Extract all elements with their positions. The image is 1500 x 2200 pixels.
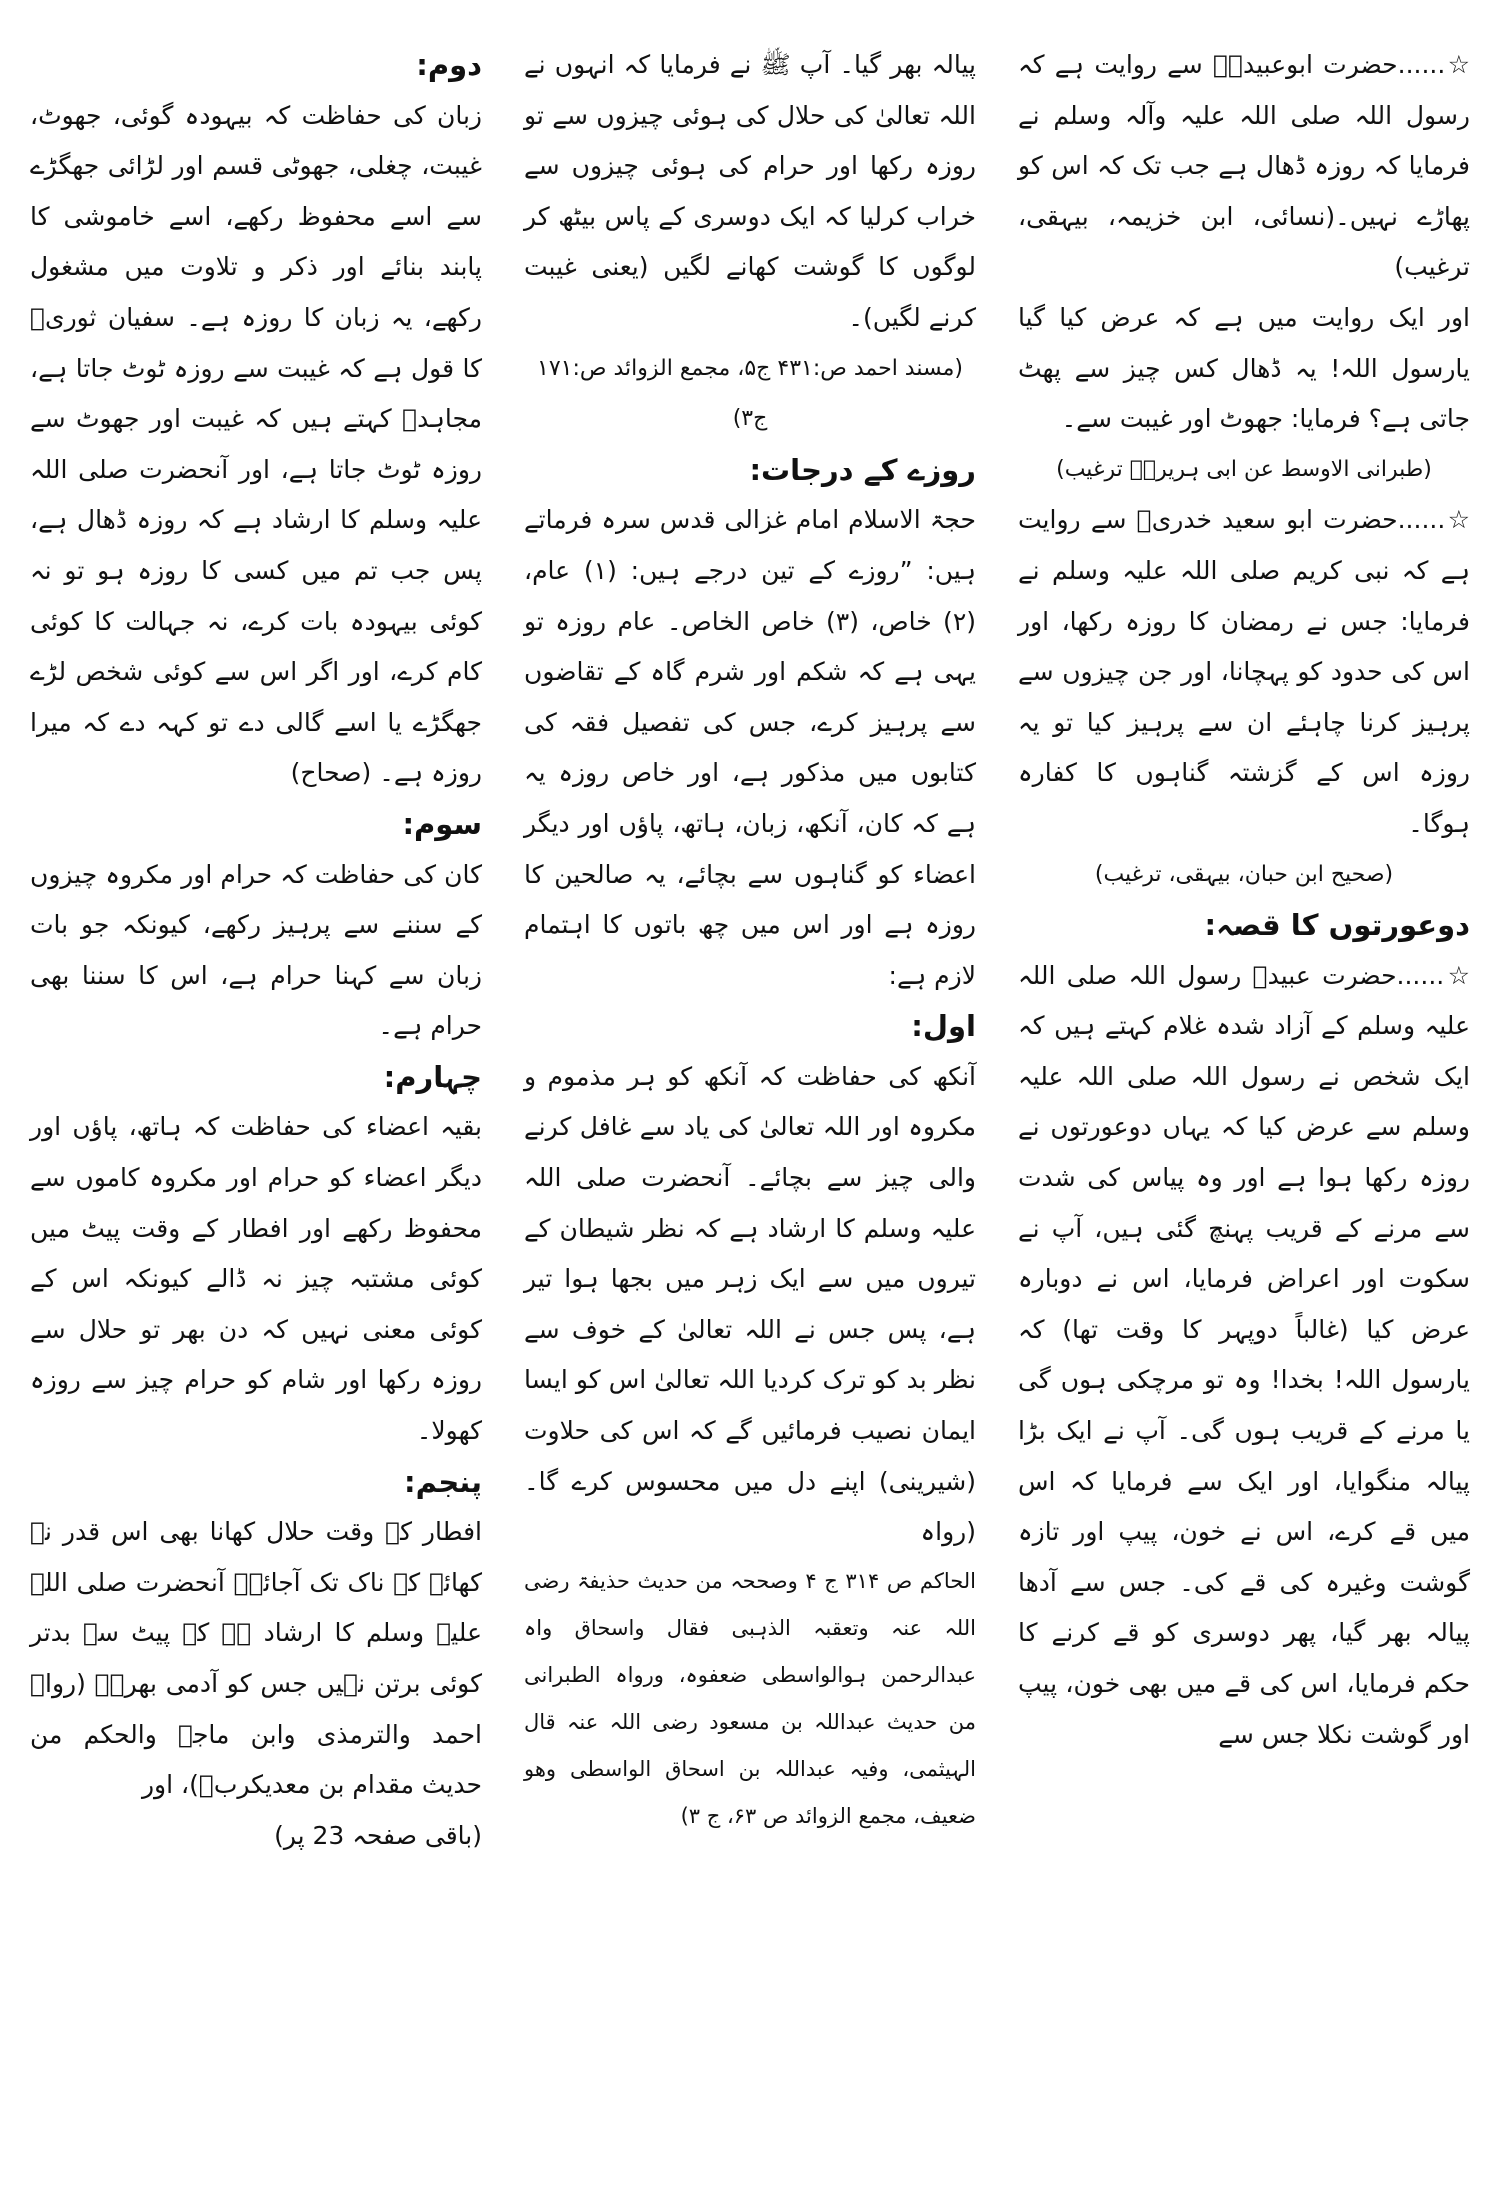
column-middle — [524, 40, 976, 2180]
hadith-abu-ubaidah: ☆......حضرت ابوعبیدہؓ سے روایت ہے کہ رسول اللہ صلی اللہ علیہ وآلہ وسلم نے فرمایا کہ روزہ ڈھال ہے جب تک کہ اس کو پھاڑے نہیں۔(نسائی، ابن خزیمہ، بیہقی، ترغیب) — [1018, 50, 1470, 282]
tongue-protection-text: زبان کی حفاظت کہ بیہودہ گوئی، جھوٹ، غیبت، چغلی، جھوٹی قسم اور لڑائی جھگڑے سے اسے محفوظ رکھے، اسے خاموشی کا پابند بنائے اور ذکر و تلاوت میں مشغول رکھے، یہ زبان کا روزہ ہے۔ سفیان ثوریؒ کا قول ہے کہ غیبت سے روزہ ٹوٹ جاتا ہے، مجاہدؒ کہتے ہیں کہ غیبت اور جھوٹ سے روزہ ٹوٹ جاتا ہے، اور آنحضرت صلی اللہ علیہ وسلم کا ارشاد ہے کہ روزہ ڈھال ہے، پس جب تم میں کسی کا روزہ ہو تو نہ کوئی بیہودہ بات کرے، نہ جہالت کا کوئی کام کرے، اور اگر اس سے کوئی شخص لڑے جھگڑے یا اسے گالی دے تو کہہ دے کہ میرا روزہ ہے۔ (صحاح) — [30, 100, 482, 788]
ear-protection-text: کان کی حفاظت کہ حرام اور مکروہ چیزوں کے سننے سے پرہیز رکھے، کیونکہ جو بات زبان سے کہنا حرام ہے، اس کا سننا بھی حرام ہے۔ — [30, 859, 482, 1041]
iftar-moderation-text: افطار کے وقت حلال کھانا بھی اس قدر نہ کھائے کہ ناک تک آجائے۔ آنحضرت صلی اللہ علیہ وسلم کا ارشاد ہے کہ پیٹ سے بدتر کوئی برتن نہیں جس کو آدمی بھرے۔ (رواہ احمد والترمذی وابن ماجہ والحکم من حدیث مقدام بن معدیکربؓ)، اور — [30, 1517, 482, 1800]
story-continuation: پیالہ بھر گیا۔ آپ ﷺ نے فرمایا کہ انہوں نے اللہ تعالیٰ کی حلال کی ہوئی چیزوں سے تو روزہ رکھا اور حرام کی ہوئی چیزوں سے خراب کرلیا کہ ایک دوسری کے پاس بیٹھ کر لوگوں کا گوشت کھانے لگیں (یعنی غیبت کرنے لگیں)۔ — [524, 50, 976, 332]
arabic-reference: الحاکم ص ۳۱۴ ج ۴ وصححہ من حدیث حذیفۃ رضی اللہ عنہ وتعقبہ الذہبی فقال واسحاق واہ عبدالرحمن ہوالواسطی ضعفوہ، ورواہ الطبرانی من حدیث عبداللہ بن مسعود رضی اللہ عنہ قال الہیثمی، وفیہ عبداللہ بن اسحاق الواسطی وھو ضعیف، مجمع الزوائد ص ۶۳، ج ۳) — [524, 1568, 977, 1828]
heading-fifth: پنجم: — [404, 1464, 482, 1499]
column-left — [30, 40, 482, 2180]
limbs-protection-text: بقیہ اعضاء کی حفاظت کہ ہاتھ، پاؤں اور دیگر اعضاء کو حرام اور مکروہ کاموں سے محفوظ رکھے اور افطار کے وقت پیٹ میں کوئی مشتبہ چیز نہ ڈالے کیونکہ اس کے کوئی معنی نہیں کہ دن بھر تو حلال سے روزہ رکھا اور شام کو حرام چیز سے روزہ کھولا۔ — [30, 1112, 482, 1446]
heading-fourth: چہارم: — [383, 1059, 482, 1094]
heading-second: دوم: — [416, 48, 482, 82]
hadith-shield-question: اور ایک روایت میں ہے کہ عرض کیا گیا یارسول اللہ! یہ ڈھال کس چیز سے پھٹ جاتی ہے؟ فرمایا: جھوٹ اور غیبت سے۔ — [1018, 302, 1470, 434]
heading-first: اول: — [911, 1009, 976, 1044]
reference-ibn-hibban: (صحیح ابن حبان، بیہقی، ترغیب) — [1094, 861, 1394, 887]
hadith-abu-saeed: ☆......حضرت ابو سعید خدریؓ سے روایت ہے کہ نبی کریم صلی اللہ علیہ وسلم نے فرمایا: جس نے رمضان کا روزہ رکھا، اور اس کی حدود کو پہچانا، اور جن چیزوں سے پرہیز کرنا چاہئے ان سے پرہیز کیا تو یہ روزہ اس کے گزشتہ گناہوں کا کفارہ ہوگا۔ — [1018, 505, 1470, 838]
ghazali-quote: حجۃ الاسلام امام غزالی قدس سرہ فرماتے ہیں: ”روزے کے تین درجے ہیں: (۱) عام، (۲) خاص، (۳) خاص الخاص۔ عام روزہ تو یہی ہے کہ شکم اور شرم گاہ کے تقاضوں سے پرہیز کرے، جس کی تفصیل فقہ کی کتابوں میں مذکور ہے، اور خاص روزہ یہ ہے کہ کان، آنکھ، زبان، ہاتھ، پاؤں اور دیگر اعضاء کو گناہوں سے بچائے، یہ صالحین کا روزہ ہے اور اس میں چھ باتوں کا اہتمام لازم ہے: — [524, 505, 977, 990]
continued-on-page: (باقی صفحہ 23 پر) — [274, 1820, 482, 1850]
reference-tabarani: (طبرانی الاوسط عن ابی ہریرہؓ ترغیب) — [1056, 456, 1432, 482]
section-heading-fasting-levels: روزے کے درجات: — [749, 452, 976, 487]
reference-musnad-ahmad: (مسند احمد ص:۴۳۱ ج۵، مجمع الزوائد ص:۱۷۱ ج۳) — [537, 355, 963, 432]
story-two-women: ☆......حضرت عبیدؓ رسول اللہ صلی اللہ علیہ وسلم کے آزاد شدہ غلام کہتے ہیں کہ ایک شخص نے رسول اللہ صلی اللہ علیہ وسلم سے عرض کیا کہ یہاں دوعورتوں نے روزہ رکھا ہوا ہے اور وہ پیاس کی شدت سے مرنے کے قریب پہنچ گئی ہیں، آپ نے سکوت اور اعراض فرمایا، اس نے دوبارہ عرض کیا (غالباً دوپہر کا وقت تھا) کہ یارسول اللہ! بخدا! وہ تو مرچکی ہوں گی یا مرنے کے قریب ہوں گی۔ آپ نے ایک بڑا پیالہ منگوایا، اور ایک سے فرمایا کہ اس میں قے کرے، اس نے خون، پیپ اور تازہ گوشت وغیرہ کی قے کی۔ جس سے آدھا پیالہ بھر گیا، پھر دوسری کو قے کرنے کا حکم فرمایا، اس کی قے میں بھی خون، پیپ اور گوشت نکلا جس سے — [1018, 960, 1470, 1749]
section-heading-two-women: دوعورتوں کا قصہ: — [1204, 908, 1470, 943]
eye-protection-text: آنکھ کی حفاظت کہ آنکھ کو ہر مذموم و مکروہ اور اللہ تعالیٰ کی یاد سے غافل کرنے والی چیز سے بچائے۔ آنحضرت صلی اللہ علیہ وسلم کا ارشاد ہے کہ نظر شیطان کے تیروں میں سے ایک زہر میں بجھا ہوا تیر ہے، پس جس نے اللہ تعالیٰ کے خوف سے نظر بد کو ترک کردیا اللہ تعالیٰ اس کو ایسا ایمان نصیب فرمائیں گے کہ اس کی حلاوت (شیرینی) اپنے دل میں محسوس کرے گا۔ (رواہ — [524, 1061, 976, 1547]
column-right — [1018, 40, 1470, 2180]
heading-third: سوم: — [402, 806, 482, 841]
